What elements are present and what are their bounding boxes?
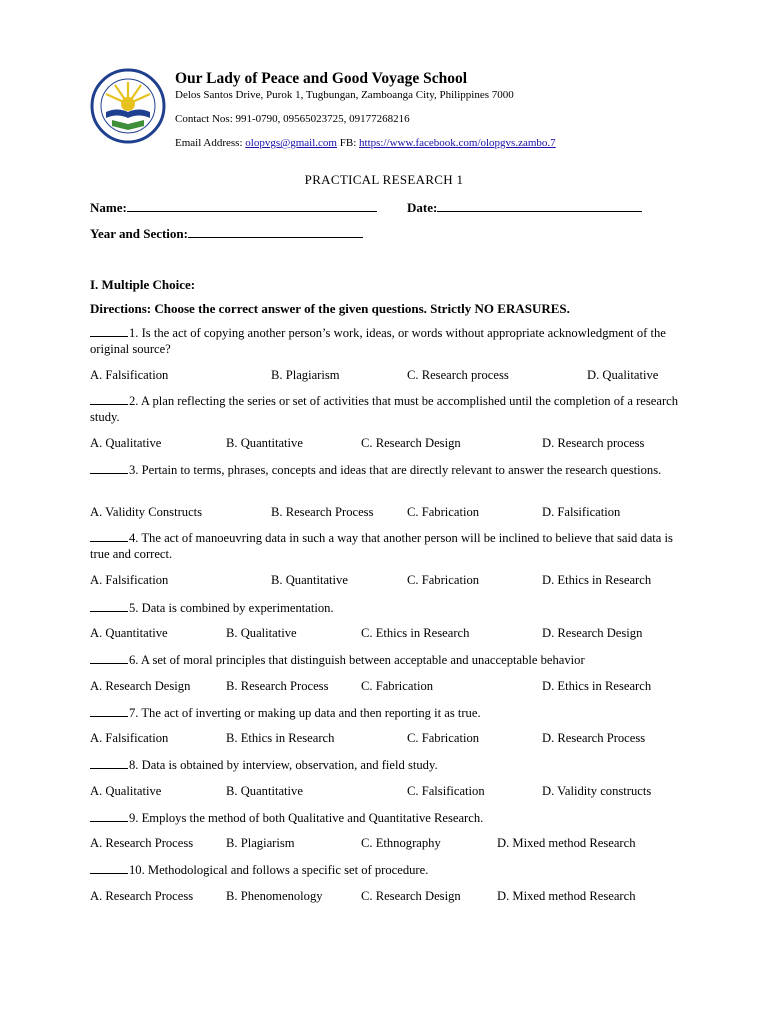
option-c: C. Ethics in Research [361, 626, 470, 640]
answer-blank[interactable] [90, 810, 128, 822]
option-a: A. Research Design [90, 679, 191, 693]
answer-blank[interactable] [90, 325, 128, 337]
year-section-label: Year and Section: [90, 226, 188, 241]
option-a: A. Research Process [90, 836, 194, 850]
answer-blank[interactable] [90, 652, 128, 664]
question-5 [90, 600, 690, 616]
question-2 [90, 393, 690, 425]
option-d: D. Validity constructs [542, 784, 652, 798]
option-c: C. Fabrication [407, 731, 480, 745]
option-d: D. Research process [542, 436, 645, 450]
option-a: A. Qualitative [90, 436, 162, 450]
options-row [90, 573, 690, 589]
question-text: 9. Employs the method of both Qualitative and Quantitative Research. [129, 811, 484, 825]
option-d: D. Research Design [542, 626, 643, 640]
answer-blank[interactable] [90, 705, 128, 717]
school-name: Our Lady of Peace and Good Voyage School [175, 70, 468, 87]
option-c: C. Research process [407, 368, 509, 382]
option-a: A. Qualitative [90, 784, 162, 798]
option-a: A. Falsification [90, 368, 169, 382]
question-text: 10. Methodological and follows a specific set of procedure. [129, 863, 429, 877]
question-text: 1. Is the act of copying another person’s work, ideas, or words without appropriate acknowledgment of the original source? [90, 326, 666, 356]
option-b: B. Research Process [226, 679, 329, 693]
option-d: D. Falsification [542, 505, 621, 519]
option-d: D. Research Process [542, 731, 646, 745]
options-row [90, 889, 690, 905]
answer-blank[interactable] [90, 757, 128, 769]
option-b: B. Qualitative [226, 626, 297, 640]
option-b: B. Quantitative [226, 436, 303, 450]
option-c: C. Research Design [361, 436, 461, 450]
school-contact-numbers: Contact Nos: 991-0790, 09565023725, 09177268216 [175, 113, 410, 125]
email-link[interactable]: olopvgs@gmail.com [245, 137, 337, 149]
option-b: B. Plagiarism [271, 368, 340, 382]
answer-blank[interactable] [90, 530, 128, 542]
option-b: B. Quantitative [271, 573, 348, 587]
school-address: Delos Santos Drive, Purok 1, Tugbungan, Zamboanga City, Philippines 7000 [175, 89, 514, 101]
question-7 [90, 705, 690, 721]
option-a: A. Quantitative [90, 626, 168, 640]
page-title: PRACTICAL RESEARCH 1 [304, 172, 464, 187]
option-d: D. Ethics in Research [542, 679, 652, 693]
option-b: B. Quantitative [226, 784, 303, 798]
option-c: C. Fabrication [361, 679, 434, 693]
answer-blank[interactable] [90, 862, 128, 874]
answer-blank[interactable] [90, 462, 128, 474]
question-4 [90, 530, 690, 562]
option-c: C. Fabrication [407, 505, 480, 519]
question-text: 5. Data is combined by experimentation. [129, 601, 334, 615]
section-heading: I. Multiple Choice: [90, 277, 196, 292]
options-row [90, 679, 690, 695]
option-c: C. Falsification [407, 784, 485, 798]
options-row [90, 731, 690, 747]
year-section-field [90, 225, 363, 242]
option-b: B. Ethics in Research [226, 731, 335, 745]
name-field [90, 199, 377, 216]
question-3 [90, 462, 690, 478]
option-c: C. Fabrication [407, 573, 480, 587]
question-text: 3. Pertain to terms, phrases, concepts and ideas that are directly relevant to answer the research questions. [129, 463, 662, 477]
name-label: Name: [90, 200, 127, 215]
option-b: B. Research Process [271, 505, 374, 519]
option-a: A. Falsification [90, 573, 169, 587]
question-10 [90, 862, 690, 878]
answer-blank[interactable] [90, 600, 128, 612]
school-seal-logo [90, 68, 166, 144]
question-1 [90, 325, 690, 357]
question-text: 4. The act of manoeuvring data in such a way that another person will be inclined to believe that said data is true and correct. [90, 531, 673, 561]
option-a: A. Validity Constructs [90, 505, 203, 519]
answer-blank[interactable] [90, 393, 128, 405]
options-row [90, 368, 690, 384]
question-text: 2. A plan reflecting the series or set of activities that must be accomplished until the completion of a research study. [90, 394, 679, 424]
option-b: B. Phenomenology [226, 889, 323, 903]
option-d: D. Ethics in Research [542, 573, 652, 587]
facebook-link[interactable]: https://www.facebook.com/olopgvs.zambo.7 [359, 137, 556, 149]
option-a: A. Falsification [90, 731, 169, 745]
year-section-blank[interactable] [188, 225, 363, 238]
options-row [90, 505, 690, 521]
question-6 [90, 652, 690, 668]
option-d: D. Mixed method Research [497, 889, 636, 903]
name-blank[interactable] [127, 199, 377, 212]
question-text: 7. The act of inverting or making up data and then reporting it as true. [129, 706, 481, 720]
directions: Directions: Choose the correct answer of the given questions. Strictly NO ERASURES. [90, 301, 570, 316]
question-9 [90, 810, 690, 826]
question-text: 6. A set of moral principles that distinguish between acceptable and unacceptable behavior [129, 653, 585, 667]
option-a: A. Research Process [90, 889, 194, 903]
options-row [90, 784, 690, 800]
options-row [90, 626, 690, 642]
date-blank[interactable] [437, 199, 642, 212]
option-c: C. Ethnography [361, 836, 441, 850]
email-label: Email Address: [175, 137, 246, 149]
question-text: 8. Data is obtained by interview, observation, and field study. [129, 758, 438, 772]
date-label: Date: [407, 200, 438, 215]
school-email-line [175, 137, 556, 149]
option-c: C. Research Design [361, 889, 461, 903]
option-b: B. Plagiarism [226, 836, 295, 850]
question-8 [90, 757, 690, 773]
date-field [407, 199, 642, 216]
option-d: D. Qualitative [587, 368, 659, 382]
fb-label: FB: [337, 137, 360, 149]
options-row [90, 836, 690, 852]
option-d: D. Mixed method Research [497, 836, 636, 850]
options-row [90, 436, 690, 452]
